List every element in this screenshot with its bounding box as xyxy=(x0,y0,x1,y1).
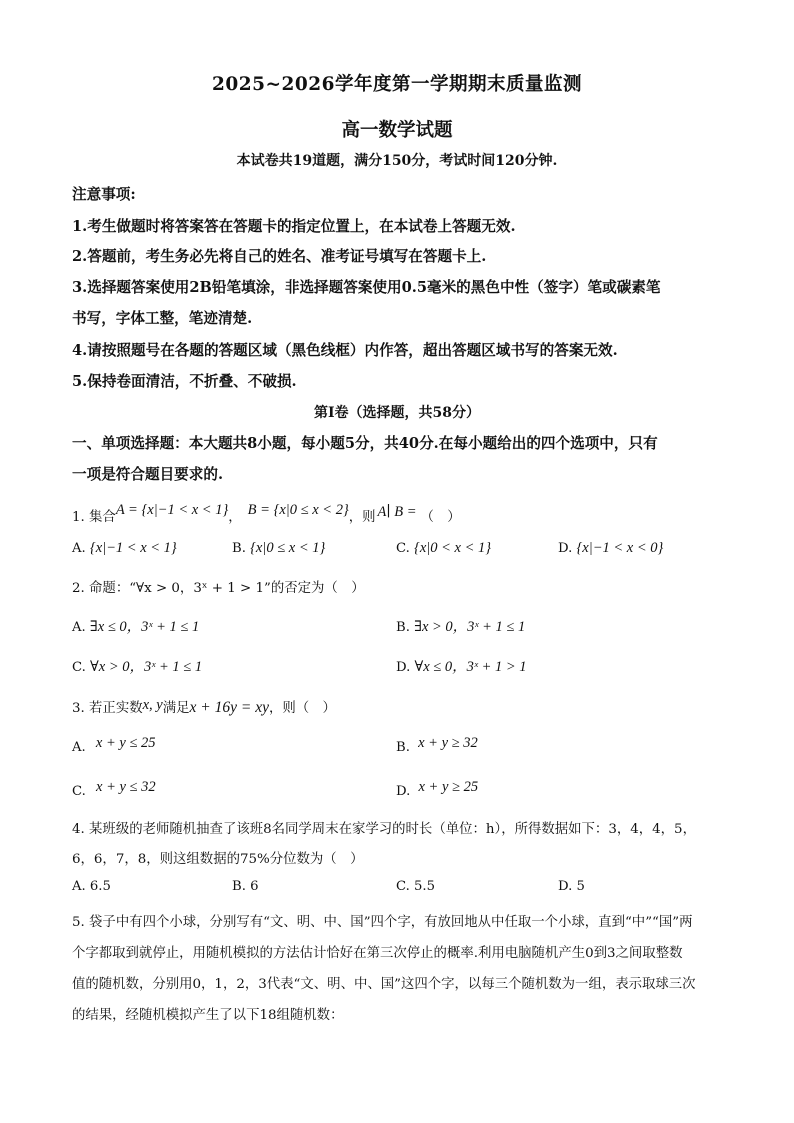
option-c[interactable] xyxy=(72,779,156,799)
option-text: {x|−1 < x < 0} xyxy=(576,540,664,556)
option-d[interactable] xyxy=(396,655,527,676)
question-5-stem: 值的随机数，分别用0，1，2，3代表“文、明、中、国”这四个字，以每三个随机数为一组，表示取球三次 xyxy=(72,977,696,992)
question-5-stem: 个字都取到就停止，用随机模拟的方法估计恰好在第三次停止的概率.利用电脑随机产生0到3之间取整数 xyxy=(72,946,683,961)
option-text: x + y ≤ 32 xyxy=(96,779,156,795)
option-c[interactable] xyxy=(396,540,491,557)
option-label: D. xyxy=(558,879,573,894)
question-5-stem: 5. 袋子中有四个小球，分别写有“文、明、中、国”四个字，有放回地从中任取一个小球，直到“中”“国”两 xyxy=(72,915,693,930)
option-b[interactable] xyxy=(396,735,478,755)
notice-heading: 注意事项: xyxy=(72,186,136,203)
option-label: B. xyxy=(232,879,246,894)
question-text: ，则 xyxy=(348,510,376,525)
notice-item: 3.选择题答案使用2B铅笔填涂，非选择题答案使用0.5毫米的黑色中性（签字）笔或碳素笔 xyxy=(72,279,661,296)
option-text: {x|0 ≤ x < 1} xyxy=(250,540,326,556)
option-c[interactable] xyxy=(72,655,202,676)
option-text: 5.5 xyxy=(414,879,435,894)
option-b[interactable] xyxy=(232,879,258,894)
question-3-stem xyxy=(72,697,336,717)
exam-subtitle: 高一数学试题 xyxy=(341,120,453,141)
question-text: ，则（ ） xyxy=(268,701,336,716)
notice-item: 书写，字体工整，笔迹清楚. xyxy=(72,310,253,327)
option-text: ∃x > 0，3ˣ + 1 ≤ 1 xyxy=(414,619,526,635)
option-label: A. xyxy=(72,879,86,894)
option-label: A. xyxy=(72,541,86,556)
question-text: ， xyxy=(228,510,242,525)
question-text: 3. 若正实数 xyxy=(72,701,143,716)
set-expression: A∣ B = xyxy=(377,504,417,520)
option-text: 6.5 xyxy=(89,879,111,894)
set-b: B = {x|0 ≤ x < 2} xyxy=(247,502,349,518)
exam-intro: 本试卷共19道题，满分150分，考试时间120分钟. xyxy=(236,153,558,169)
question-5-stem: 的结果，经随机模拟产生了以下18组随机数： xyxy=(72,1008,344,1023)
variables: x, y xyxy=(142,697,163,713)
notice-item: 2.答题前，考生务必先将自己的姓名、准考证号填写在答题卡上. xyxy=(72,248,487,265)
option-a[interactable] xyxy=(72,540,177,557)
option-d[interactable] xyxy=(396,779,479,799)
question-2-stem: 2. 命题：“∀x > 0，3ˣ + 1 > 1”的否定为（ ） xyxy=(72,581,365,596)
option-b[interactable] xyxy=(232,540,325,557)
option-text: {x|−1 < x < 1} xyxy=(89,540,177,556)
notice-item: 1.考生做题时将答案答在答题卡的指定位置上，在本试卷上答题无效. xyxy=(72,218,516,235)
option-label: B. xyxy=(232,541,246,556)
option-d[interactable] xyxy=(558,540,663,557)
option-text: x + y ≥ 25 xyxy=(418,779,479,795)
option-d[interactable] xyxy=(558,879,585,894)
option-label: C. xyxy=(72,784,86,799)
section-title: 第Ⅰ卷（选择题，共58分） xyxy=(313,405,481,421)
question-1-stem xyxy=(72,502,461,526)
option-label: D. xyxy=(558,541,573,556)
option-a[interactable] xyxy=(72,735,156,755)
option-label: D. xyxy=(396,660,411,675)
option-text: ∀x ≤ 0，3ˣ + 1 > 1 xyxy=(414,659,527,675)
option-text: ∀x > 0，3ˣ + 1 ≤ 1 xyxy=(90,659,203,675)
question-text: 满足 xyxy=(162,701,190,716)
question-text: （ ） xyxy=(420,510,461,525)
option-label: C. xyxy=(396,541,410,556)
section-intro: 一项是符合题目要求的. xyxy=(72,466,224,483)
option-b[interactable] xyxy=(396,615,525,636)
option-text: x + y ≤ 25 xyxy=(95,735,156,751)
option-label: A. xyxy=(72,620,86,635)
option-label: D. xyxy=(396,784,411,799)
option-c[interactable] xyxy=(396,879,435,894)
question-4-stem: 4. 某班级的老师随机抽查了该班8名同学周末在家学习的时长（单位：h），所得数据如下：3，4，4，5， xyxy=(72,822,696,837)
option-label: B. xyxy=(396,740,410,755)
option-label: A. xyxy=(72,740,86,755)
notice-item: 4.请按照题号在各题的答题区域（黑色线框）内作答，超出答题区域书写的答案无效. xyxy=(72,342,618,359)
option-text: 6 xyxy=(250,879,259,894)
question-4-stem: 6，6，7，8，则这组数据的75%分位数为（ ） xyxy=(72,852,364,867)
condition: x + 16y = xy xyxy=(189,699,269,716)
option-label: C. xyxy=(72,660,86,675)
option-a[interactable] xyxy=(72,615,199,636)
option-text: {x|0 < x < 1} xyxy=(414,540,492,556)
notice-item: 5.保持卷面清洁，不折叠、不破损. xyxy=(72,373,297,390)
option-text: ∃x ≤ 0，3ˣ + 1 ≤ 1 xyxy=(89,619,200,635)
exam-title: 2025~2026学年度第一学期期末质量监测 xyxy=(212,74,582,95)
option-text: 5 xyxy=(576,879,585,894)
option-text: x + y ≥ 32 xyxy=(418,735,478,751)
option-a[interactable] xyxy=(72,879,111,894)
option-label: B. xyxy=(396,620,410,635)
question-text: 1. 集合 xyxy=(72,510,116,525)
section-intro: 一、单项选择题：本大题共8小题，每小题5分，共40分.在每小题给出的四个选项中，只有 xyxy=(72,435,658,452)
set-a: A = {x|−1 < x < 1} xyxy=(115,502,229,518)
option-label: C. xyxy=(396,879,410,894)
